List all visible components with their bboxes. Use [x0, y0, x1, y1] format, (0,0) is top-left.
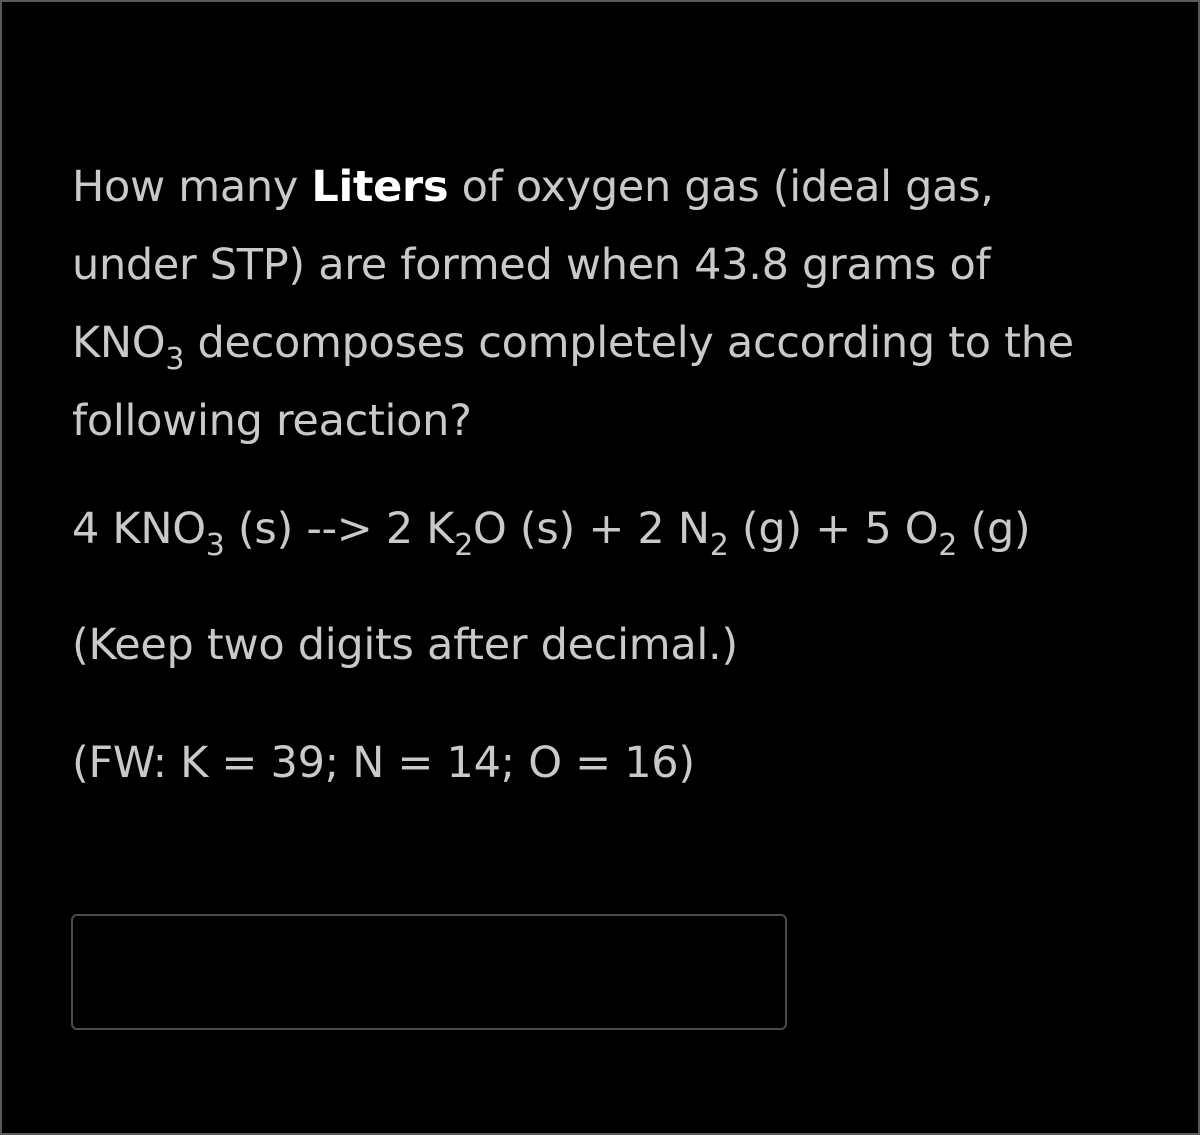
question-formula-subscript: 3 — [165, 342, 185, 377]
question-formula-kno: KNO — [72, 318, 166, 368]
equation-part-1: 4 KNO — [72, 504, 206, 554]
question-line-4: following reaction? — [72, 396, 472, 446]
reaction-equation — [72, 490, 1030, 568]
formula-weights-note: (FW: K = 39; N = 14; O = 16) — [72, 738, 695, 788]
question-line-2: under STP) are formed when 43.8 grams of — [72, 240, 991, 290]
equation-part-4: (g) + 5 O — [728, 504, 939, 554]
question-line-1-pre: How many — [72, 162, 312, 212]
question-text — [72, 148, 1172, 460]
question-line-1 — [72, 148, 1172, 226]
equation-part-3: O (s) + 2 N — [473, 504, 710, 554]
question-line-1-post: of oxygen gas (ideal gas, — [448, 162, 994, 212]
precision-note: (Keep two digits after decimal.) — [72, 620, 738, 670]
equation-part-2: (s) --> 2 K — [224, 504, 455, 554]
equation-subscript-2: 2 — [454, 528, 473, 563]
equation-part-5: (g) — [957, 504, 1031, 554]
question-line-3 — [72, 304, 1172, 382]
equation-subscript-1: 3 — [205, 528, 225, 563]
equation-subscript-4: 2 — [938, 528, 958, 563]
answer-input[interactable] — [71, 914, 787, 1030]
question-emphasis-liters: Liters — [311, 162, 449, 212]
question-line-3-post: decomposes completely according to the — [184, 318, 1074, 368]
equation-subscript-3: 2 — [709, 528, 729, 563]
